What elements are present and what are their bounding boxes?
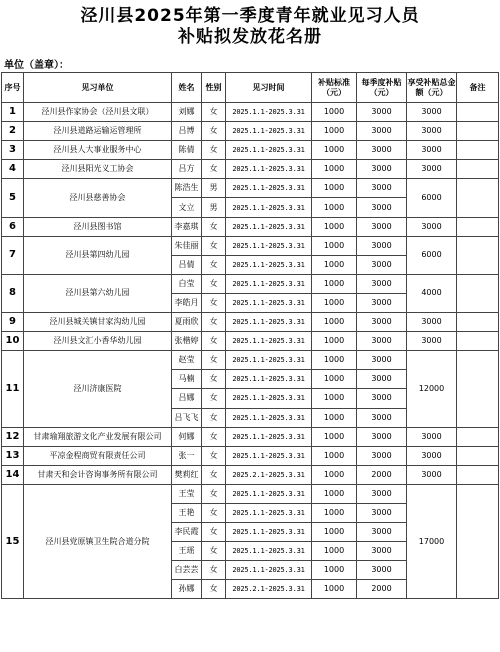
row-note — [457, 465, 499, 484]
row-note — [457, 446, 499, 465]
row-note — [457, 122, 499, 141]
row-gender: 女 — [202, 408, 226, 427]
row-gender: 女 — [202, 351, 226, 370]
row-std: 1000 — [312, 179, 357, 198]
row-time: 2025.1.1-2025.3.31 — [226, 408, 312, 427]
row-total: 3000 — [407, 141, 457, 160]
row-time: 2025.1.1-2025.3.31 — [226, 561, 312, 580]
header-std-text: 补贴标准（元） — [318, 77, 350, 97]
row-org: 甘肃瑜翔旅游文化产业发展有限公司 — [24, 427, 172, 446]
row-note — [457, 484, 499, 599]
row-note — [457, 427, 499, 446]
row-quarter: 3000 — [357, 293, 407, 312]
row-std: 1000 — [312, 122, 357, 141]
row-time: 2025.1.1-2025.3.31 — [226, 160, 312, 179]
table-row — [2, 351, 499, 370]
row-time: 2025.1.1-2025.3.31 — [226, 179, 312, 198]
row-std: 1000 — [312, 408, 357, 427]
row-org: 泾川县党原镇卫生院合道分院 — [24, 484, 172, 599]
row-seq: 13 — [2, 446, 24, 465]
row-time: 2025.1.1-2025.3.31 — [226, 542, 312, 561]
row-quarter: 3000 — [357, 542, 407, 561]
row-quarter: 2000 — [357, 580, 407, 599]
header-org: 见习单位 — [24, 73, 172, 103]
row-name: 吕博 — [172, 122, 202, 141]
row-name: 樊莉红 — [172, 465, 202, 484]
row-org: 泾川县文汇小香华幼儿园 — [24, 332, 172, 351]
row-total: 12000 — [407, 351, 457, 427]
row-quarter: 3000 — [357, 274, 407, 293]
row-std: 1000 — [312, 580, 357, 599]
table-row — [2, 427, 499, 446]
row-gender: 女 — [202, 313, 226, 332]
table-row — [2, 446, 499, 465]
row-org: 泾川县第六幼儿园 — [24, 274, 172, 312]
row-time: 2025.1.1-2025.3.31 — [226, 503, 312, 522]
row-name: 陈倩 — [172, 141, 202, 160]
row-quarter: 3000 — [357, 523, 407, 542]
row-seq: 7 — [2, 236, 24, 274]
header-quarter-text: 每季度补贴（元） — [361, 77, 402, 97]
row-std: 1000 — [312, 293, 357, 312]
row-gender: 女 — [202, 542, 226, 561]
table-row — [2, 160, 499, 179]
table-row — [2, 465, 499, 484]
row-note — [457, 236, 499, 274]
row-seq: 10 — [2, 332, 24, 351]
row-gender: 女 — [202, 141, 226, 160]
row-name: 王艳 — [172, 503, 202, 522]
row-name: 李嘉琪 — [172, 217, 202, 236]
row-time: 2025.1.1-2025.3.31 — [226, 122, 312, 141]
row-std: 1000 — [312, 217, 357, 236]
header-time: 见习时间 — [226, 73, 312, 103]
row-quarter: 3000 — [357, 561, 407, 580]
row-quarter: 3000 — [357, 389, 407, 408]
row-time: 2025.1.1-2025.3.31 — [226, 255, 312, 274]
row-time: 2025.1.1-2025.3.31 — [226, 351, 312, 370]
row-org: 泾川县阳光义工协会 — [24, 160, 172, 179]
row-gender: 女 — [202, 293, 226, 312]
header-total — [407, 73, 457, 103]
row-note — [457, 351, 499, 427]
row-quarter: 3000 — [357, 255, 407, 274]
row-note — [457, 217, 499, 236]
row-name: 张楷婷 — [172, 332, 202, 351]
row-seq: 6 — [2, 217, 24, 236]
row-std: 1000 — [312, 465, 357, 484]
row-gender: 女 — [202, 389, 226, 408]
row-gender: 女 — [202, 503, 226, 522]
row-quarter: 3000 — [357, 217, 407, 236]
row-total: 3000 — [407, 332, 457, 351]
row-time: 2025.1.1-2025.3.31 — [226, 484, 312, 503]
table-body — [2, 103, 499, 599]
row-seq: 12 — [2, 427, 24, 446]
row-gender: 女 — [202, 236, 226, 255]
row-std: 1000 — [312, 389, 357, 408]
row-time: 2025.1.1-2025.3.31 — [226, 427, 312, 446]
row-org: 甘肃天和会计咨询事务所有限公司 — [24, 465, 172, 484]
row-std: 1000 — [312, 523, 357, 542]
row-quarter: 3000 — [357, 484, 407, 503]
table-row — [2, 313, 499, 332]
row-note — [457, 313, 499, 332]
row-time: 2025.1.1-2025.3.31 — [226, 274, 312, 293]
header-quarter — [357, 73, 407, 103]
row-total: 3000 — [407, 446, 457, 465]
row-std: 1000 — [312, 274, 357, 293]
row-std: 1000 — [312, 427, 357, 446]
row-std: 1000 — [312, 351, 357, 370]
row-total: 3000 — [407, 122, 457, 141]
row-org: 泾川县城关镇甘家沟幼儿园 — [24, 313, 172, 332]
row-gender: 女 — [202, 484, 226, 503]
row-time: 2025.1.1-2025.3.31 — [226, 523, 312, 542]
row-seq: 9 — [2, 313, 24, 332]
row-name: 赵莹 — [172, 351, 202, 370]
row-total: 3000 — [407, 465, 457, 484]
row-std: 1000 — [312, 561, 357, 580]
row-org: 泾川县慈善协会 — [24, 179, 172, 217]
row-gender: 女 — [202, 427, 226, 446]
row-std: 1000 — [312, 236, 357, 255]
row-seq: 15 — [2, 484, 24, 599]
row-total: 6000 — [407, 179, 457, 217]
row-time: 2025.1.1-2025.3.31 — [226, 389, 312, 408]
row-gender: 女 — [202, 255, 226, 274]
row-name: 白莹 — [172, 274, 202, 293]
row-quarter: 3000 — [357, 313, 407, 332]
row-quarter: 3000 — [357, 103, 407, 122]
row-quarter: 3000 — [357, 503, 407, 522]
row-org: 泾川县图书馆 — [24, 217, 172, 236]
row-note — [457, 179, 499, 217]
row-std: 1000 — [312, 542, 357, 561]
row-seq: 2 — [2, 122, 24, 141]
row-name: 王瑶 — [172, 542, 202, 561]
row-time: 2025.2.1-2025.3.31 — [226, 580, 312, 599]
row-gender: 女 — [202, 561, 226, 580]
row-time: 2025.1.1-2025.3.31 — [226, 313, 312, 332]
row-quarter: 3000 — [357, 408, 407, 427]
table-row — [2, 103, 499, 122]
row-total: 6000 — [407, 236, 457, 274]
row-seq: 4 — [2, 160, 24, 179]
row-note — [457, 103, 499, 122]
row-std: 1000 — [312, 160, 357, 179]
row-org: 平凉金程商贸有限责任公司 — [24, 446, 172, 465]
document-title-line2: 补贴拟发放花名册 — [178, 27, 322, 47]
row-quarter: 3000 — [357, 332, 407, 351]
row-seq: 8 — [2, 274, 24, 312]
row-gender: 女 — [202, 580, 226, 599]
row-name: 文立 — [172, 198, 202, 217]
document-title-line1: 泾川县2025年第一季度青年就业见习人员 — [80, 6, 420, 26]
row-time: 2025.2.1-2025.3.31 — [226, 465, 312, 484]
row-org: 泾川济康医院 — [24, 351, 172, 427]
row-name: 吕飞飞 — [172, 408, 202, 427]
table-header-row — [2, 73, 499, 103]
table-row — [2, 141, 499, 160]
row-total: 3000 — [407, 217, 457, 236]
row-time: 2025.1.1-2025.3.31 — [226, 332, 312, 351]
row-gender: 女 — [202, 370, 226, 389]
row-seq: 5 — [2, 179, 24, 217]
header-std — [312, 73, 357, 103]
row-gender: 女 — [202, 103, 226, 122]
row-name: 李皓月 — [172, 293, 202, 312]
row-std: 1000 — [312, 103, 357, 122]
row-quarter: 3000 — [357, 122, 407, 141]
row-org: 泾川县第四幼儿园 — [24, 236, 172, 274]
row-quarter: 3000 — [357, 427, 407, 446]
row-time: 2025.1.1-2025.3.31 — [226, 141, 312, 160]
row-time: 2025.1.1-2025.3.31 — [226, 103, 312, 122]
row-quarter: 3000 — [357, 236, 407, 255]
row-std: 1000 — [312, 255, 357, 274]
row-std: 1000 — [312, 446, 357, 465]
header-gender: 性别 — [202, 73, 226, 103]
row-seq: 14 — [2, 465, 24, 484]
table-row — [2, 484, 499, 503]
subsidy-roster-table — [1, 72, 499, 599]
row-seq: 11 — [2, 351, 24, 427]
row-gender: 女 — [202, 465, 226, 484]
row-std: 1000 — [312, 313, 357, 332]
row-gender: 女 — [202, 332, 226, 351]
row-quarter: 3000 — [357, 446, 407, 465]
row-gender: 女 — [202, 160, 226, 179]
row-std: 1000 — [312, 198, 357, 217]
row-quarter: 2000 — [357, 465, 407, 484]
row-time: 2025.1.1-2025.3.31 — [226, 198, 312, 217]
row-total: 4000 — [407, 274, 457, 312]
row-gender: 男 — [202, 179, 226, 198]
row-seq: 1 — [2, 103, 24, 122]
row-name: 吕娜 — [172, 389, 202, 408]
row-name: 王莹 — [172, 484, 202, 503]
row-name: 朱佳丽 — [172, 236, 202, 255]
row-name: 吕倩 — [172, 255, 202, 274]
row-name: 刘娜 — [172, 103, 202, 122]
row-note — [457, 332, 499, 351]
row-note — [457, 274, 499, 312]
row-quarter: 3000 — [357, 160, 407, 179]
row-std: 1000 — [312, 141, 357, 160]
row-org: 泾川县道路运输运管理所 — [24, 122, 172, 141]
table-row — [2, 236, 499, 255]
header-seq: 序号 — [2, 73, 24, 103]
row-quarter: 3000 — [357, 179, 407, 198]
header-note: 备注 — [457, 73, 499, 103]
row-quarter: 3000 — [357, 198, 407, 217]
row-time: 2025.1.1-2025.3.31 — [226, 370, 312, 389]
table-row — [2, 122, 499, 141]
row-total: 17000 — [407, 484, 457, 599]
row-std: 1000 — [312, 503, 357, 522]
row-name: 吕方 — [172, 160, 202, 179]
row-org: 泾川县人大事业服务中心 — [24, 141, 172, 160]
row-name: 夏雨欣 — [172, 313, 202, 332]
row-name: 孙娜 — [172, 580, 202, 599]
row-quarter: 3000 — [357, 141, 407, 160]
table-row — [2, 217, 499, 236]
row-name: 马楠 — [172, 370, 202, 389]
row-total: 3000 — [407, 427, 457, 446]
row-org: 泾川县作家协会（泾川县文联） — [24, 103, 172, 122]
row-time: 2025.1.1-2025.3.31 — [226, 293, 312, 312]
row-name: 李民霞 — [172, 523, 202, 542]
row-total: 3000 — [407, 313, 457, 332]
row-name: 张一 — [172, 446, 202, 465]
row-quarter: 3000 — [357, 351, 407, 370]
row-gender: 女 — [202, 523, 226, 542]
row-std: 1000 — [312, 332, 357, 351]
row-gender: 女 — [202, 446, 226, 465]
row-gender: 女 — [202, 217, 226, 236]
row-gender: 女 — [202, 122, 226, 141]
row-std: 1000 — [312, 370, 357, 389]
row-total: 3000 — [407, 103, 457, 122]
header-name: 姓名 — [172, 73, 202, 103]
row-gender: 男 — [202, 198, 226, 217]
row-note — [457, 160, 499, 179]
row-time: 2025.1.1-2025.3.31 — [226, 217, 312, 236]
table-row — [2, 179, 499, 198]
row-name: 白芸芸 — [172, 561, 202, 580]
row-seq: 3 — [2, 141, 24, 160]
row-time: 2025.1.1-2025.3.31 — [226, 446, 312, 465]
table-row — [2, 332, 499, 351]
row-name: 陈浩生 — [172, 179, 202, 198]
row-time: 2025.1.1-2025.3.31 — [226, 236, 312, 255]
row-std: 1000 — [312, 484, 357, 503]
unit-stamp-label: 单位（盖章）： — [4, 60, 69, 71]
table-row — [2, 274, 499, 293]
row-note — [457, 141, 499, 160]
row-quarter: 3000 — [357, 370, 407, 389]
row-total: 3000 — [407, 160, 457, 179]
row-name: 何娜 — [172, 427, 202, 446]
header-total-text: 享受补贴总金额（元） — [407, 77, 456, 97]
row-gender: 女 — [202, 274, 226, 293]
